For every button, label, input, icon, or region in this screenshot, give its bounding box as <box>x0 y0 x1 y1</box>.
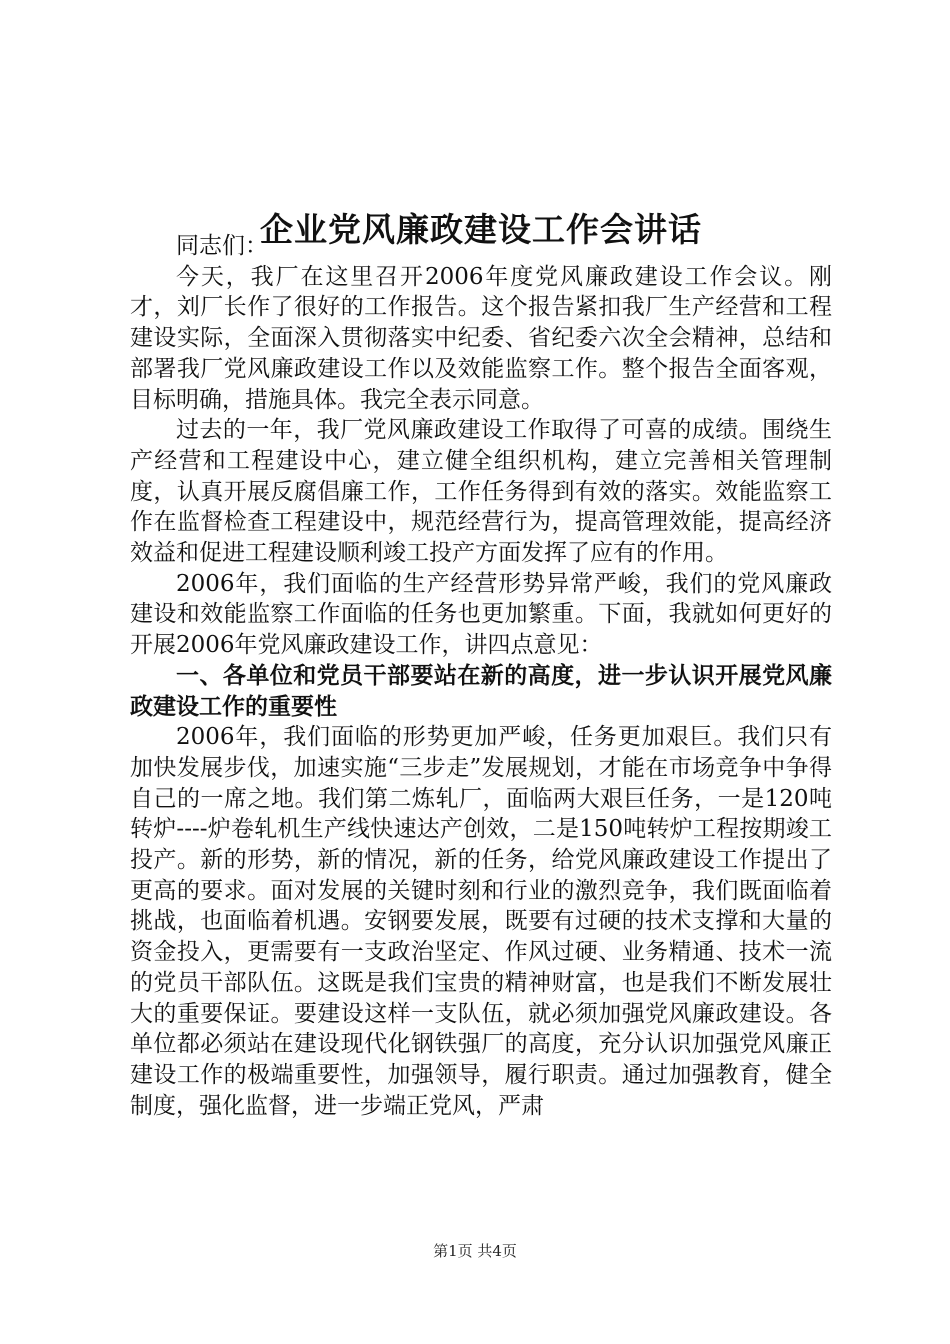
page-number-footer: 第1页 共4页 <box>433 1242 517 1260</box>
salutation-paragraph: 同志们： <box>176 233 268 259</box>
document-body <box>130 231 832 1121</box>
document-title: 企业党风廉政建设工作会讲话 <box>260 210 702 250</box>
section-heading: 一、各单位和党员干部要站在新的高度，进一步认识开展党风廉政建设工作的重要性 <box>130 662 832 720</box>
document-page <box>130 0 832 1344</box>
body-paragraph: 2006年，我们面临的形势更加严峻，任务更加艰巨。我们只有加快发展步伐，加速实施“三步走”发展规划，才能在市场竞争中争得自己的一席之地。我们第二炼轧厂，面临两大艰巨任务，一是120吨转炉----炉卷轧机生产线快速达产创效，二是150吨转炉工程按期竣工投产。新的形势，新的情况，新的任务，给党风廉政建设工作提出了更高的要求。面对发展的关键时刻和行业的激烈竞争，我们既面临着挑战，也面临着机遇。安钢要发展，既要有过硬的技术支撑和大量的资金投入，更需要有一支政治坚定、作风过硬、业务精通、技术一流的党员干部队伍。这既是我们宝贵的精神财富，也是我们不断发展壮大的重要保证。要建设这样一支队伍，就必须加强党风廉政建设。各单位都必须站在建设现代化钢铁强厂的高度，充分认识加强党风廉正建设工作的极端重要性，加强领导，履行职责。通过加强教育，健全制度，强化监督，进一步端正党风，严肃 <box>130 724 832 1119</box>
body-paragraph: 过去的一年，我厂党风廉政建设工作取得了可喜的成绩。围绕生产经营和工程建设中心，建立健全组织机构，建立完善相关管理制度，认真开展反腐倡廉工作，工作任务得到有效的落实。效能监察工作在监督检查工程建设中，规范经营行为，提高管理效能，提高经济效益和促进工程建设顺利竣工投产方面发挥了应有的作用。 <box>130 417 832 567</box>
body-paragraph: 今天，我厂在这里召开2006年度党风廉政建设工作会议。刚才，刘厂长作了很好的工作报告。这个报告紧扣我厂生产经营和工程建设实际，全面深入贯彻落实中纪委、省纪委六次全会精神，总结和部署我厂党风廉政建设工作以及效能监察工作。整个报告全面客观，目标明确，措施具体。我完全表示同意。 <box>130 263 832 413</box>
body-paragraph: 2006年，我们面临的生产经营形势异常严峻，我们的党风廉政建设和效能监察工作面临的任务也更加繁重。下面，我就如何更好的开展2006年党风廉政建设工作，讲四点意见： <box>130 570 832 659</box>
